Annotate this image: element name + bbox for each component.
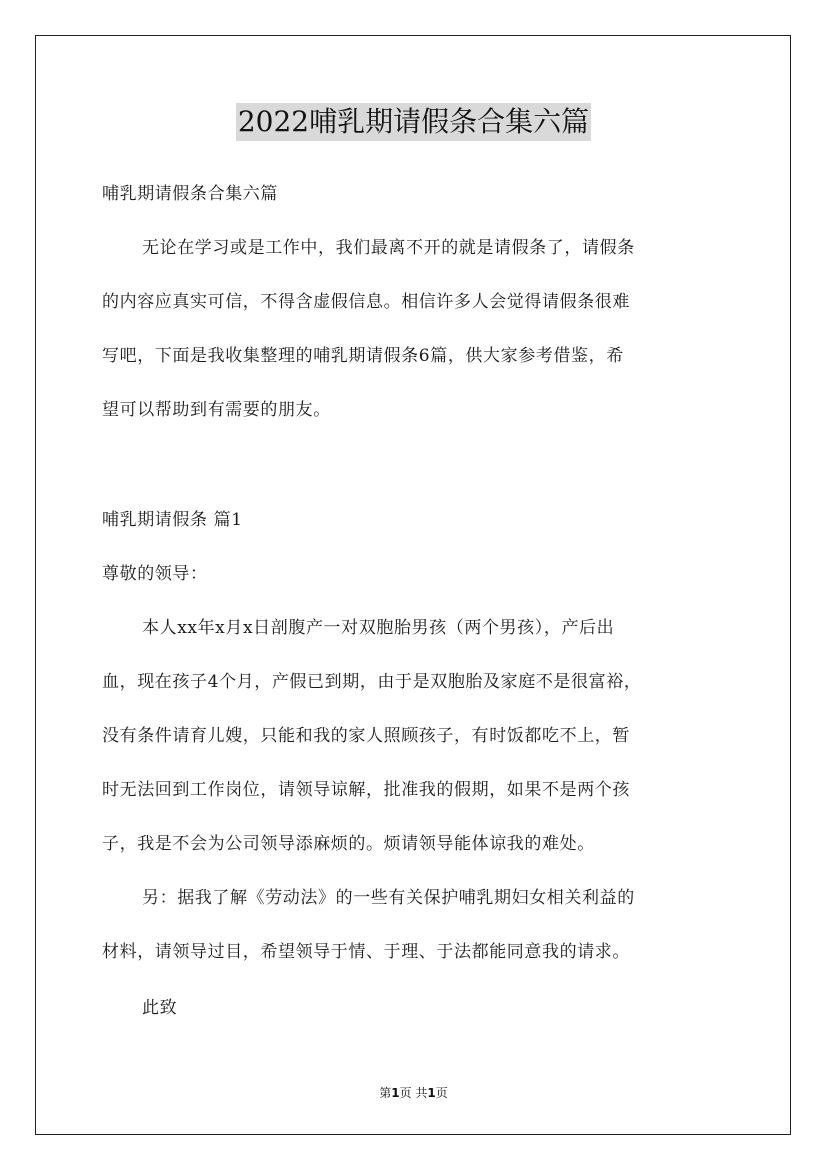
footer-page-num: 1 xyxy=(391,1086,400,1100)
body-line-5: 子，我是不会为公司领导添麻烦的。烦请领导能体谅我的难处。 xyxy=(102,834,595,854)
title-container xyxy=(0,103,827,141)
document-title: 2022哺乳期请假条合集六篇 xyxy=(236,103,591,141)
intro-line-3: 写吧，下面是我收集整理的哺乳期请假条6篇，供大家参考借鉴，希 xyxy=(102,346,624,366)
footer-suffix: 页 xyxy=(435,1086,448,1100)
intro-line-2: 的内容应真实可信，不得含虚假信息。相信许多人会觉得请假条很难 xyxy=(102,292,630,312)
closing: 此致 xyxy=(142,998,178,1018)
body-line-4: 时无法回到工作岗位，请领导谅解，批准我的假期，如果不是两个孩 xyxy=(102,780,630,800)
section-heading: 哺乳期请假条 篇1 xyxy=(102,510,243,530)
body-line-1: 本人xx年x月x日剖腹产一对双胞胎男孩（两个男孩），产后出 xyxy=(142,618,615,638)
salutation: 尊敬的领导： xyxy=(102,564,208,584)
subtitle: 哺乳期请假条合集六篇 xyxy=(102,184,278,204)
footer-mid: 页 共 xyxy=(399,1086,428,1100)
intro-line-4: 望可以帮助到有需要的朋友。 xyxy=(102,400,331,420)
body-line-2: 血，现在孩子4个月，产假已到期，由于是双胞胎及家庭不是很富裕， xyxy=(102,672,642,692)
page-footer xyxy=(0,1084,827,1101)
body-line-3: 没有条件请育儿嫂，只能和我的家人照顾孩子，有时饭都吃不上，暂 xyxy=(102,726,630,746)
intro-line-1: 无论在学习或是工作中，我们最离不开的就是请假条了，请假条 xyxy=(142,238,635,258)
footer-page-total: 1 xyxy=(427,1086,436,1100)
body-line-6: 另：据我了解《劳动法》的一些有关保护哺乳期妇女相关利益的 xyxy=(142,888,635,908)
footer-prefix: 第 xyxy=(379,1086,392,1100)
body-line-7: 材料，请领导过目，希望领导于情、于理、于法都能同意我的请求。 xyxy=(102,942,630,962)
